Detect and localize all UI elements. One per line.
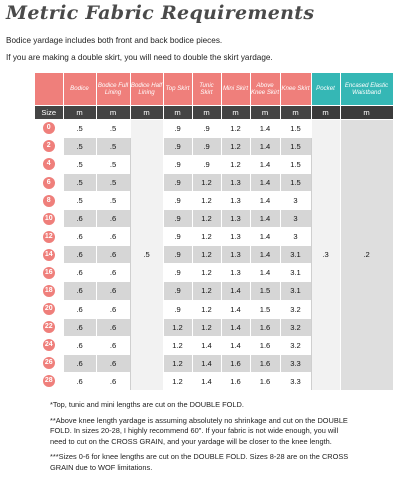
value-cell: .6 <box>63 264 96 282</box>
fabric-requirements-table <box>35 73 394 391</box>
value-cell: 1.5 <box>280 155 311 173</box>
unit-cell: m <box>130 105 163 119</box>
value-cell: .6 <box>63 372 96 390</box>
size-cell <box>35 119 63 137</box>
header-pocket: Pocket <box>311 73 340 105</box>
value-cell: 1.3 <box>221 228 250 246</box>
unit-cell: m <box>63 105 96 119</box>
value-cell: 1.4 <box>250 173 280 191</box>
value-cell: .5 <box>96 119 130 137</box>
value-cell: .5 <box>63 173 96 191</box>
size-cell <box>35 336 63 354</box>
unit-cell: m <box>192 105 221 119</box>
waistband-value: .2 <box>340 119 393 390</box>
value-cell: 1.4 <box>250 119 280 137</box>
unit-size-label: Size <box>35 105 63 119</box>
value-cell: 3 <box>280 228 311 246</box>
value-cell: .6 <box>96 372 130 390</box>
size-badge: 8 <box>43 195 55 207</box>
value-cell: .6 <box>63 228 96 246</box>
size-badge: 18 <box>43 285 55 297</box>
value-cell: 1.4 <box>250 155 280 173</box>
value-cell: .6 <box>96 210 130 228</box>
footnote-2: **Above knee length yardage is assuming absolutely no shrinkage and cut on the DOUBLE FOLD. In sizes 20-28, I highly recommend 60". If your fabric is not wide enough, you will need to cut on the CROSS GRAIN, and your yardage will be closer to the knee length. <box>50 415 348 446</box>
value-cell: .5 <box>96 155 130 173</box>
value-cell: 1.4 <box>192 336 221 354</box>
value-cell: 1.6 <box>250 354 280 372</box>
value-cell: 1.4 <box>192 372 221 390</box>
value-cell: .5 <box>63 155 96 173</box>
value-cell: 1.6 <box>250 372 280 390</box>
value-cell: 1.4 <box>250 137 280 155</box>
size-cell <box>35 210 63 228</box>
size-cell <box>35 354 63 372</box>
size-badge: 10 <box>43 213 55 225</box>
value-cell: .9 <box>163 119 192 137</box>
value-cell: .6 <box>96 228 130 246</box>
value-cell: 1.5 <box>250 282 280 300</box>
value-cell: .9 <box>163 264 192 282</box>
value-cell: .9 <box>163 300 192 318</box>
size-cell <box>35 264 63 282</box>
size-cell <box>35 282 63 300</box>
value-cell: 1.2 <box>192 210 221 228</box>
value-cell: 1.4 <box>221 318 250 336</box>
value-cell: 1.2 <box>192 246 221 264</box>
value-cell: 3.3 <box>280 372 311 390</box>
value-cell: 3.2 <box>280 336 311 354</box>
value-cell: 1.4 <box>250 246 280 264</box>
value-cell: .6 <box>63 282 96 300</box>
size-badge: 28 <box>43 375 55 387</box>
value-cell: 1.3 <box>221 192 250 210</box>
size-cell <box>35 155 63 173</box>
value-cell: 1.3 <box>221 173 250 191</box>
value-cell: 1.2 <box>221 137 250 155</box>
value-cell: .9 <box>163 228 192 246</box>
value-cell: .9 <box>163 246 192 264</box>
value-cell: 1.6 <box>250 336 280 354</box>
header-size-blank <box>35 73 63 105</box>
value-cell: 1.3 <box>221 246 250 264</box>
value-cell: .9 <box>192 119 221 137</box>
header-row <box>35 73 393 105</box>
value-cell: .5 <box>96 173 130 191</box>
value-cell: .6 <box>63 300 96 318</box>
value-cell: 3.1 <box>280 246 311 264</box>
value-cell: 1.2 <box>192 282 221 300</box>
value-cell: .6 <box>96 354 130 372</box>
size-badge: 24 <box>43 339 55 351</box>
value-cell: .6 <box>63 354 96 372</box>
value-cell: 3.3 <box>280 354 311 372</box>
value-cell: 1.4 <box>250 210 280 228</box>
value-cell: .6 <box>96 300 130 318</box>
value-cell: 1.5 <box>280 173 311 191</box>
value-cell: .5 <box>63 119 96 137</box>
value-cell: 1.2 <box>163 354 192 372</box>
value-cell: 1.6 <box>221 372 250 390</box>
footnote-3: ***Sizes 0-6 for knee lengths are cut on the DOUBLE FOLD. Sizes 8-28 are on the CROSS GRAIN due to WOF limitations. <box>50 452 349 472</box>
value-cell: .5 <box>96 192 130 210</box>
size-badge: 2 <box>43 140 55 152</box>
size-cell <box>35 372 63 390</box>
size-badge: 12 <box>43 231 55 243</box>
value-cell: 3.2 <box>280 318 311 336</box>
value-cell: .5 <box>63 192 96 210</box>
value-cell: 3.2 <box>280 300 311 318</box>
size-cell <box>35 192 63 210</box>
value-cell: 1.2 <box>192 228 221 246</box>
value-cell: 1.2 <box>221 119 250 137</box>
value-cell: 1.2 <box>221 155 250 173</box>
value-cell: .6 <box>96 246 130 264</box>
value-cell: 3 <box>280 210 311 228</box>
unit-cell: m <box>163 105 192 119</box>
value-cell: 1.2 <box>163 372 192 390</box>
value-cell: 1.2 <box>163 336 192 354</box>
value-cell: 1.2 <box>192 300 221 318</box>
value-cell: .9 <box>163 282 192 300</box>
header-mini-skirt: Mini Skirt <box>221 73 250 105</box>
table-row <box>35 119 393 137</box>
value-cell: 1.2 <box>192 173 221 191</box>
value-cell: .9 <box>163 173 192 191</box>
value-cell: .6 <box>96 282 130 300</box>
value-cell: .6 <box>63 318 96 336</box>
header-knee-skirt: Knee Skirt <box>280 73 311 105</box>
value-cell: 1.3 <box>221 264 250 282</box>
units-row <box>35 105 393 119</box>
header-bodice-half-lining: Bodice Half Lining <box>130 73 163 105</box>
size-badge: 26 <box>43 357 55 369</box>
value-cell: .6 <box>63 210 96 228</box>
value-cell: 1.2 <box>192 264 221 282</box>
value-cell: 1.2 <box>163 318 192 336</box>
footnote-1: *Top, tunic and mini lengths are cut on the DOUBLE FOLD. <box>50 400 244 409</box>
value-cell: 1.2 <box>192 192 221 210</box>
header-bodice-full-lining: Bodice Full Lining <box>96 73 130 105</box>
unit-cell: m <box>311 105 340 119</box>
value-cell: 1.4 <box>250 228 280 246</box>
size-badge: 16 <box>43 267 55 279</box>
value-cell: .9 <box>192 137 221 155</box>
value-cell: .9 <box>163 155 192 173</box>
size-cell <box>35 228 63 246</box>
unit-cell: m <box>280 105 311 119</box>
page-title: Metric Fabric Requirements <box>6 2 315 24</box>
size-cell <box>35 137 63 155</box>
value-cell: 1.5 <box>280 137 311 155</box>
unit-cell: m <box>96 105 130 119</box>
value-cell: .5 <box>96 137 130 155</box>
value-cell: 1.5 <box>250 300 280 318</box>
value-cell: 1.4 <box>221 300 250 318</box>
header-bodice: Bodice <box>63 73 96 105</box>
value-cell: .9 <box>163 137 192 155</box>
value-cell: 1.4 <box>192 354 221 372</box>
size-cell <box>35 246 63 264</box>
unit-cell: m <box>221 105 250 119</box>
bodice-half-lining-value: .5 <box>130 119 163 390</box>
pocket-value: .3 <box>311 119 340 390</box>
value-cell: .6 <box>96 336 130 354</box>
value-cell: 1.6 <box>221 354 250 372</box>
footnotes <box>50 400 350 479</box>
size-cell <box>35 300 63 318</box>
size-badge: 4 <box>43 158 55 170</box>
value-cell: .6 <box>96 318 130 336</box>
value-cell: 3.1 <box>280 264 311 282</box>
size-badge: 22 <box>43 321 55 333</box>
value-cell: .6 <box>63 246 96 264</box>
header-tunic-skirt: Tunic Skirt <box>192 73 221 105</box>
value-cell: .6 <box>96 264 130 282</box>
size-badge: 0 <box>43 122 55 134</box>
size-badge: 6 <box>43 177 55 189</box>
value-cell: 1.6 <box>250 318 280 336</box>
header-waistband: Encased Elastic Waistband <box>340 73 393 105</box>
value-cell: 1.4 <box>221 282 250 300</box>
value-cell: .9 <box>163 192 192 210</box>
value-cell: .9 <box>163 210 192 228</box>
value-cell: 3 <box>280 192 311 210</box>
value-cell: 1.4 <box>250 264 280 282</box>
size-cell <box>35 318 63 336</box>
value-cell: 3.1 <box>280 282 311 300</box>
value-cell: 1.5 <box>280 119 311 137</box>
value-cell: 1.4 <box>250 192 280 210</box>
size-badge: 14 <box>43 249 55 261</box>
subtitle-double-skirt: If you are making a double skirt, you will need to double the skirt yardage. <box>6 53 273 62</box>
size-badge: 20 <box>43 303 55 315</box>
header-above-knee-skirt: Above Knee Skirt <box>250 73 280 105</box>
subtitle-bodice: Bodice yardage includes both front and back bodice pieces. <box>6 36 223 45</box>
value-cell: 1.4 <box>221 336 250 354</box>
value-cell: .6 <box>63 336 96 354</box>
size-cell <box>35 173 63 191</box>
header-top-skirt: Top Skirt <box>163 73 192 105</box>
value-cell: .5 <box>63 137 96 155</box>
unit-cell: m <box>340 105 393 119</box>
value-cell: 1.3 <box>221 210 250 228</box>
value-cell: 1.2 <box>192 318 221 336</box>
unit-cell: m <box>250 105 280 119</box>
value-cell: .9 <box>192 155 221 173</box>
